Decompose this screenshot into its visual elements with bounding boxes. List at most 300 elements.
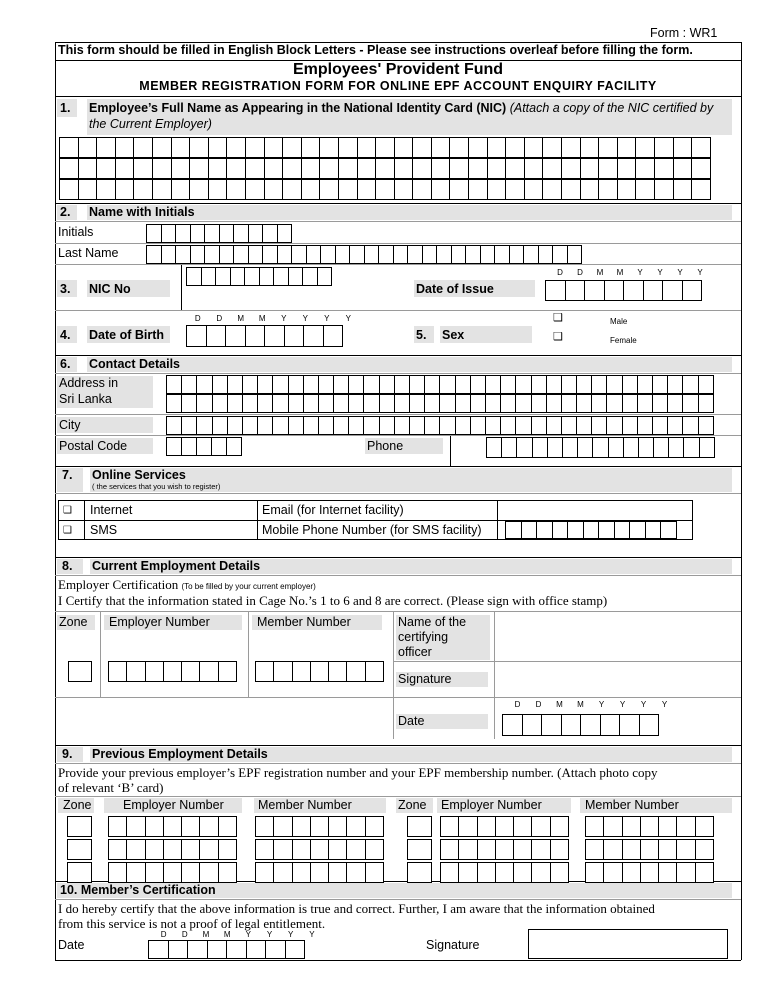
female-checkbox[interactable]: ❑ <box>553 331 563 343</box>
char-box[interactable] <box>600 714 621 736</box>
char-box[interactable] <box>567 245 583 264</box>
char-box[interactable] <box>168 940 189 959</box>
nic-row[interactable] <box>186 267 331 286</box>
char-box[interactable] <box>196 375 212 394</box>
char-box[interactable] <box>407 862 432 883</box>
char-box[interactable] <box>470 394 486 413</box>
last-name-row[interactable] <box>146 245 581 264</box>
char-box[interactable] <box>171 137 191 158</box>
char-box[interactable] <box>439 394 455 413</box>
char-box[interactable] <box>394 416 410 435</box>
char-box[interactable] <box>255 816 274 837</box>
char-box[interactable] <box>96 158 116 179</box>
char-box[interactable] <box>522 714 543 736</box>
char-box[interactable] <box>531 394 547 413</box>
char-box[interactable] <box>622 394 638 413</box>
char-box[interactable] <box>145 816 164 837</box>
char-box[interactable] <box>639 714 660 736</box>
char-box[interactable] <box>272 416 288 435</box>
char-box[interactable] <box>126 816 145 837</box>
char-box[interactable] <box>561 137 581 158</box>
char-box[interactable] <box>603 862 622 883</box>
char-box[interactable] <box>637 375 653 394</box>
char-box[interactable] <box>422 245 438 264</box>
char-box[interactable] <box>652 416 668 435</box>
char-box[interactable] <box>379 416 395 435</box>
char-box[interactable] <box>310 862 329 883</box>
s8-employer-row[interactable] <box>108 661 236 682</box>
char-box[interactable] <box>505 158 525 179</box>
char-box[interactable] <box>431 179 451 200</box>
char-box[interactable] <box>323 325 344 347</box>
char-box[interactable] <box>335 245 351 264</box>
char-box[interactable] <box>531 816 550 837</box>
char-box[interactable] <box>166 416 182 435</box>
char-box[interactable] <box>212 416 228 435</box>
char-box[interactable] <box>667 394 683 413</box>
char-box[interactable] <box>365 816 384 837</box>
char-box[interactable] <box>273 661 292 682</box>
char-box[interactable] <box>181 394 197 413</box>
char-box[interactable] <box>667 375 683 394</box>
char-box[interactable] <box>245 325 266 347</box>
char-box[interactable] <box>468 158 488 179</box>
char-box[interactable] <box>577 437 593 458</box>
char-box[interactable] <box>301 158 321 179</box>
char-box[interactable] <box>695 816 714 837</box>
char-box[interactable] <box>458 816 477 837</box>
char-box[interactable] <box>409 416 425 435</box>
char-box[interactable] <box>96 137 116 158</box>
char-box[interactable] <box>115 179 135 200</box>
char-box[interactable] <box>691 137 711 158</box>
char-box[interactable] <box>273 816 292 837</box>
s9-member-left[interactable] <box>255 839 383 860</box>
char-box[interactable] <box>318 416 334 435</box>
char-box[interactable] <box>333 416 349 435</box>
char-box[interactable] <box>673 137 693 158</box>
char-box[interactable] <box>245 179 265 200</box>
char-box[interactable] <box>635 137 655 158</box>
char-box[interactable] <box>319 158 339 179</box>
char-box[interactable] <box>255 661 274 682</box>
char-box[interactable] <box>363 416 379 435</box>
s9-employer-left[interactable] <box>108 862 236 883</box>
char-box[interactable] <box>547 437 563 458</box>
email-input[interactable] <box>499 502 691 518</box>
char-box[interactable] <box>284 325 305 347</box>
char-box[interactable] <box>277 245 293 264</box>
char-box[interactable] <box>310 839 329 860</box>
char-box[interactable] <box>175 224 191 243</box>
full-name-row[interactable] <box>59 137 710 158</box>
char-box[interactable] <box>550 816 569 837</box>
char-box[interactable] <box>598 158 618 179</box>
char-box[interactable] <box>676 839 695 860</box>
char-box[interactable] <box>658 816 677 837</box>
char-box[interactable] <box>584 280 605 301</box>
char-box[interactable] <box>505 179 525 200</box>
char-box[interactable] <box>78 179 98 200</box>
char-box[interactable] <box>379 375 395 394</box>
char-box[interactable] <box>617 158 637 179</box>
s9-zone-left[interactable] <box>67 839 91 860</box>
s9-member-left[interactable] <box>255 816 383 837</box>
char-box[interactable] <box>440 862 459 883</box>
char-box[interactable] <box>227 375 243 394</box>
char-box[interactable] <box>338 179 358 200</box>
char-box[interactable] <box>288 416 304 435</box>
char-box[interactable] <box>199 839 218 860</box>
char-box[interactable] <box>698 416 714 435</box>
char-box[interactable] <box>424 375 440 394</box>
char-box[interactable] <box>338 137 358 158</box>
char-box[interactable] <box>691 158 711 179</box>
char-box[interactable] <box>291 245 307 264</box>
char-box[interactable] <box>439 375 455 394</box>
char-box[interactable] <box>219 245 235 264</box>
char-box[interactable] <box>603 839 622 860</box>
char-box[interactable] <box>458 839 477 860</box>
char-box[interactable] <box>394 158 414 179</box>
char-box[interactable] <box>695 839 714 860</box>
char-box[interactable] <box>152 158 172 179</box>
char-box[interactable] <box>208 158 228 179</box>
char-box[interactable] <box>598 179 618 200</box>
char-box[interactable] <box>635 179 655 200</box>
char-box[interactable] <box>407 839 432 860</box>
char-box[interactable] <box>233 224 249 243</box>
char-box[interactable] <box>248 224 264 243</box>
char-box[interactable] <box>606 375 622 394</box>
char-box[interactable] <box>146 245 162 264</box>
char-box[interactable] <box>78 158 98 179</box>
char-box[interactable] <box>598 521 615 539</box>
char-box[interactable] <box>617 137 637 158</box>
s8-zone-box[interactable] <box>68 661 92 682</box>
char-box[interactable] <box>264 158 284 179</box>
char-box[interactable] <box>282 137 302 158</box>
char-box[interactable] <box>226 179 246 200</box>
char-box[interactable] <box>407 245 423 264</box>
date-of-issue-row[interactable] <box>545 280 701 301</box>
char-box[interactable] <box>303 394 319 413</box>
char-box[interactable] <box>219 224 235 243</box>
char-box[interactable] <box>635 158 655 179</box>
char-box[interactable] <box>190 245 206 264</box>
char-box[interactable] <box>166 437 182 456</box>
char-box[interactable] <box>542 179 562 200</box>
city-row[interactable] <box>166 416 713 435</box>
char-box[interactable] <box>301 179 321 200</box>
char-box[interactable] <box>412 179 432 200</box>
char-box[interactable] <box>230 267 246 286</box>
char-box[interactable] <box>375 158 395 179</box>
char-box[interactable] <box>148 940 169 959</box>
char-box[interactable] <box>583 521 600 539</box>
char-box[interactable] <box>501 437 517 458</box>
char-box[interactable] <box>328 816 347 837</box>
char-box[interactable] <box>524 158 544 179</box>
s9-member-right[interactable] <box>585 839 713 860</box>
char-box[interactable] <box>196 416 212 435</box>
char-box[interactable] <box>455 416 471 435</box>
char-box[interactable] <box>598 137 618 158</box>
char-box[interactable] <box>591 394 607 413</box>
char-box[interactable] <box>449 137 469 158</box>
char-box[interactable] <box>500 375 516 394</box>
male-checkbox[interactable]: ❑ <box>553 312 563 324</box>
char-box[interactable] <box>208 179 228 200</box>
char-box[interactable] <box>59 158 79 179</box>
char-box[interactable] <box>273 839 292 860</box>
char-box[interactable] <box>288 267 304 286</box>
char-box[interactable] <box>248 245 264 264</box>
s10-date-row[interactable] <box>148 940 304 959</box>
char-box[interactable] <box>531 862 550 883</box>
char-box[interactable] <box>245 137 265 158</box>
char-box[interactable] <box>486 437 502 458</box>
s9-member-right[interactable] <box>585 862 713 883</box>
char-box[interactable] <box>629 521 646 539</box>
char-box[interactable] <box>108 661 127 682</box>
char-box[interactable] <box>348 416 364 435</box>
char-box[interactable] <box>196 437 212 456</box>
char-box[interactable] <box>606 416 622 435</box>
char-box[interactable] <box>233 245 249 264</box>
char-box[interactable] <box>306 245 322 264</box>
char-box[interactable] <box>226 158 246 179</box>
char-box[interactable] <box>126 661 145 682</box>
char-box[interactable] <box>375 137 395 158</box>
char-box[interactable] <box>513 839 532 860</box>
char-box[interactable] <box>658 862 677 883</box>
char-box[interactable] <box>166 394 182 413</box>
char-box[interactable] <box>257 416 273 435</box>
char-box[interactable] <box>673 179 693 200</box>
char-box[interactable] <box>536 521 553 539</box>
char-box[interactable] <box>683 437 699 458</box>
char-box[interactable] <box>59 137 79 158</box>
initials-row[interactable] <box>146 224 291 243</box>
char-box[interactable] <box>218 862 237 883</box>
char-box[interactable] <box>199 816 218 837</box>
char-box[interactable] <box>212 394 228 413</box>
char-box[interactable] <box>357 179 377 200</box>
char-box[interactable] <box>133 158 153 179</box>
char-box[interactable] <box>264 179 284 200</box>
char-box[interactable] <box>516 437 532 458</box>
char-box[interactable] <box>623 437 639 458</box>
char-box[interactable] <box>682 416 698 435</box>
char-box[interactable] <box>561 375 577 394</box>
char-box[interactable] <box>145 661 164 682</box>
char-box[interactable] <box>378 245 394 264</box>
char-box[interactable] <box>637 394 653 413</box>
char-box[interactable] <box>78 137 98 158</box>
char-box[interactable] <box>319 179 339 200</box>
char-box[interactable] <box>515 416 531 435</box>
char-box[interactable] <box>561 714 582 736</box>
char-box[interactable] <box>470 416 486 435</box>
char-box[interactable] <box>658 839 677 860</box>
char-box[interactable] <box>585 816 604 837</box>
char-box[interactable] <box>365 862 384 883</box>
char-box[interactable] <box>365 661 384 682</box>
char-box[interactable] <box>561 158 581 179</box>
char-box[interactable] <box>226 940 247 959</box>
char-box[interactable] <box>652 375 668 394</box>
char-box[interactable] <box>199 661 218 682</box>
char-box[interactable] <box>495 862 514 883</box>
char-box[interactable] <box>591 375 607 394</box>
char-box[interactable] <box>622 862 641 883</box>
char-box[interactable] <box>436 245 452 264</box>
char-box[interactable] <box>505 137 525 158</box>
char-box[interactable] <box>409 394 425 413</box>
char-box[interactable] <box>394 394 410 413</box>
char-box[interactable] <box>654 179 674 200</box>
char-box[interactable] <box>653 437 669 458</box>
char-box[interactable] <box>348 394 364 413</box>
char-box[interactable] <box>470 375 486 394</box>
char-box[interactable] <box>691 179 711 200</box>
char-box[interactable] <box>145 862 164 883</box>
char-box[interactable] <box>668 437 684 458</box>
date-of-birth-row[interactable] <box>186 325 342 347</box>
char-box[interactable] <box>546 416 562 435</box>
char-box[interactable] <box>259 267 275 286</box>
char-box[interactable] <box>552 521 569 539</box>
address-row-2[interactable] <box>166 394 713 413</box>
char-box[interactable] <box>363 394 379 413</box>
char-box[interactable] <box>108 839 127 860</box>
char-box[interactable] <box>204 245 220 264</box>
char-box[interactable] <box>320 245 336 264</box>
char-box[interactable] <box>288 375 304 394</box>
char-box[interactable] <box>619 714 640 736</box>
char-box[interactable] <box>190 224 206 243</box>
char-box[interactable] <box>576 375 592 394</box>
char-box[interactable] <box>303 325 324 347</box>
char-box[interactable] <box>273 862 292 883</box>
char-box[interactable] <box>161 245 177 264</box>
char-box[interactable] <box>606 394 622 413</box>
char-box[interactable] <box>513 816 532 837</box>
sms-checkbox[interactable]: ❑ <box>63 525 72 536</box>
char-box[interactable] <box>580 158 600 179</box>
char-box[interactable] <box>346 661 365 682</box>
char-box[interactable] <box>348 375 364 394</box>
char-box[interactable] <box>449 179 469 200</box>
char-box[interactable] <box>477 862 496 883</box>
char-box[interactable] <box>349 245 365 264</box>
char-box[interactable] <box>186 267 202 286</box>
char-box[interactable] <box>226 137 246 158</box>
char-box[interactable] <box>532 437 548 458</box>
char-box[interactable] <box>660 521 677 539</box>
mobile-row[interactable] <box>505 521 676 539</box>
char-box[interactable] <box>207 940 228 959</box>
char-box[interactable] <box>346 862 365 883</box>
char-box[interactable] <box>175 245 191 264</box>
char-box[interactable] <box>622 375 638 394</box>
char-box[interactable] <box>292 862 311 883</box>
char-box[interactable] <box>133 179 153 200</box>
char-box[interactable] <box>487 179 507 200</box>
char-box[interactable] <box>262 224 278 243</box>
char-box[interactable] <box>521 521 538 539</box>
char-box[interactable] <box>561 179 581 200</box>
char-box[interactable] <box>424 416 440 435</box>
char-box[interactable] <box>166 375 182 394</box>
char-box[interactable] <box>458 862 477 883</box>
full-name-row[interactable] <box>59 158 710 179</box>
s8-date-row[interactable] <box>502 714 658 736</box>
phone-row[interactable] <box>486 437 714 458</box>
char-box[interactable] <box>59 179 79 200</box>
officer-signature-area[interactable] <box>497 663 739 696</box>
char-box[interactable] <box>424 394 440 413</box>
char-box[interactable] <box>541 714 562 736</box>
char-box[interactable] <box>682 280 703 301</box>
address-row-1[interactable] <box>166 375 713 394</box>
char-box[interactable] <box>394 375 410 394</box>
char-box[interactable] <box>255 839 274 860</box>
char-box[interactable] <box>509 245 525 264</box>
member-signature-box[interactable] <box>528 929 728 959</box>
char-box[interactable] <box>524 179 544 200</box>
char-box[interactable] <box>585 839 604 860</box>
char-box[interactable] <box>580 714 601 736</box>
char-box[interactable] <box>662 280 683 301</box>
char-box[interactable] <box>288 394 304 413</box>
char-box[interactable] <box>318 394 334 413</box>
char-box[interactable] <box>552 245 568 264</box>
char-box[interactable] <box>212 375 228 394</box>
char-box[interactable] <box>262 245 278 264</box>
char-box[interactable] <box>531 375 547 394</box>
char-box[interactable] <box>515 394 531 413</box>
char-box[interactable] <box>181 416 197 435</box>
char-box[interactable] <box>654 158 674 179</box>
char-box[interactable] <box>542 137 562 158</box>
char-box[interactable] <box>394 179 414 200</box>
char-box[interactable] <box>667 416 683 435</box>
char-box[interactable] <box>614 521 631 539</box>
char-box[interactable] <box>108 816 127 837</box>
s9-member-right[interactable] <box>585 816 713 837</box>
char-box[interactable] <box>576 416 592 435</box>
char-box[interactable] <box>412 158 432 179</box>
char-box[interactable] <box>328 862 347 883</box>
char-box[interactable] <box>500 416 516 435</box>
char-box[interactable] <box>676 816 695 837</box>
char-box[interactable] <box>272 394 288 413</box>
char-box[interactable] <box>257 375 273 394</box>
char-box[interactable] <box>538 245 554 264</box>
char-box[interactable] <box>502 714 523 736</box>
internet-checkbox[interactable]: ❑ <box>63 505 72 516</box>
char-box[interactable] <box>603 816 622 837</box>
char-box[interactable] <box>242 394 258 413</box>
char-box[interactable] <box>181 816 200 837</box>
char-box[interactable] <box>531 416 547 435</box>
char-box[interactable] <box>226 437 242 456</box>
char-box[interactable] <box>187 940 208 959</box>
char-box[interactable] <box>204 224 220 243</box>
char-box[interactable] <box>393 245 409 264</box>
